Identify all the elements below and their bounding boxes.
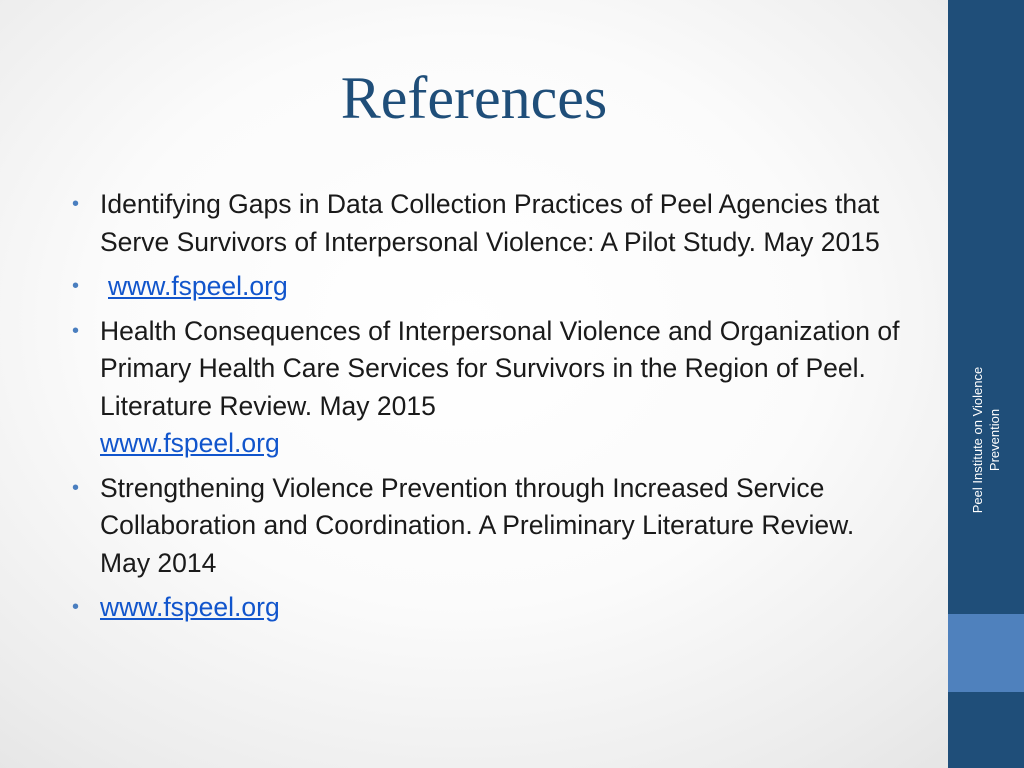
bullet-icon: • — [72, 275, 80, 297]
reference-item-5 — [72, 589, 902, 627]
reference-text: Identifying Gaps in Data Collection Practices of Peel Agencies that Serve Survivors of Interpersonal Violence: A Pilot Study. May 2015 — [100, 189, 880, 257]
slide-title: References — [340, 65, 608, 131]
reference-list — [72, 186, 902, 634]
bullet-icon: • — [72, 319, 80, 342]
sidebar-organization-label: Peel Institute on Violence Prevention — [970, 366, 1002, 514]
bullet-icon: • — [72, 596, 80, 618]
bullet-icon: • — [72, 476, 80, 499]
reference-item-1 — [72, 186, 902, 261]
reference-item-3 — [72, 313, 902, 463]
reference-link[interactable]: www.fspeel.org — [100, 428, 280, 458]
reference-item-2 — [72, 268, 902, 306]
reference-item-4 — [72, 470, 902, 583]
reference-text: Strengthening Violence Prevention through Increased Service Collaboration and Coordination. A Preliminary Literature Review. May 2014 — [100, 472, 855, 578]
sidebar-accent-block — [948, 614, 1024, 692]
bullet-icon: • — [72, 193, 80, 215]
reference-link[interactable]: www.fspeel.org — [108, 271, 288, 301]
reference-link[interactable]: www.fspeel.org — [100, 592, 280, 622]
reference-text: Health Consequences of Interpersonal Violence and Organization of Primary Health Care Services for Survivors in the Region of Peel. Literature Review. May 2015 — [100, 315, 900, 421]
